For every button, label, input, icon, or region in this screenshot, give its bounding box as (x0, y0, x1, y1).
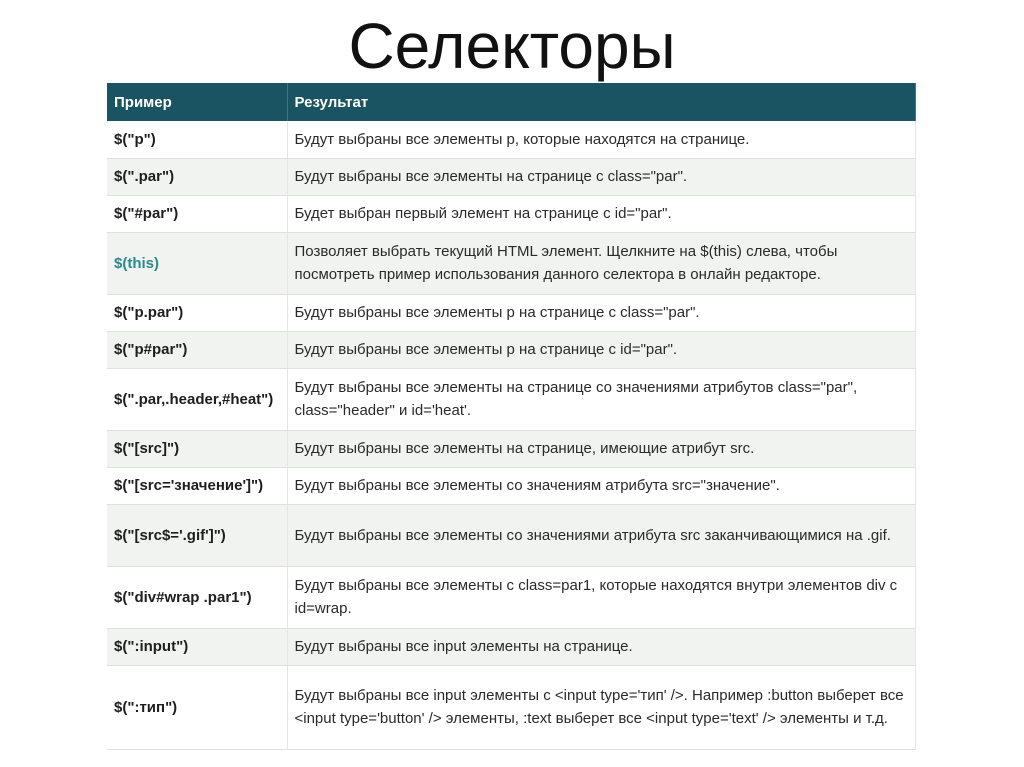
selector-result: Будут выбраны все input элементы на странице. (287, 628, 915, 665)
selector-example: $("#par") (107, 195, 287, 232)
table-row (107, 467, 915, 504)
selector-result: Позволяет выбрать текущий HTML элемент. Щелкните на $(this) слева, чтобы посмотреть пример использования данного селектора в онлайн редакторе. (287, 232, 915, 294)
selector-result: Будет выбран первый элемент на странице с id="par". (287, 195, 915, 232)
selector-result: Будут выбраны все элементы на странице со значениями атрибутов class="par", class="header" и id='heat'. (287, 368, 915, 430)
table-row (107, 294, 915, 331)
selector-result: Будут выбраны все элементы на странице с class="par". (287, 158, 915, 195)
table-row (107, 566, 915, 628)
table-header-row (107, 83, 915, 121)
selector-example: $("p#par") (107, 331, 287, 368)
selector-example: $(":input") (107, 628, 287, 665)
selector-example: $("p.par") (107, 294, 287, 331)
selectors-table (107, 83, 916, 750)
slide-title: Селекторы (348, 10, 676, 82)
table-row (107, 158, 915, 195)
selector-example: $("[src='значение']") (107, 467, 287, 504)
selector-result: Будут выбраны все элементы p на странице с class="par". (287, 294, 915, 331)
table-row (107, 430, 915, 467)
table-row (107, 331, 915, 368)
table-row (107, 665, 915, 749)
selector-example: $("div#wrap .par1") (107, 566, 287, 628)
table-row (107, 504, 915, 566)
column-header-example: Пример (107, 83, 287, 121)
table-row (107, 195, 915, 232)
selector-result: Будут выбраны все элементы на странице, имеющие атрибут src. (287, 430, 915, 467)
selector-example: $("[src$='.gif']") (107, 504, 287, 566)
table-row (107, 232, 915, 294)
selector-result: Будут выбраны все input элементы с <input type='тип' />. Например :button выберет все <input type='button' /> элементы, :text выберет все <input type='text' /> элементы и т.д. (287, 665, 915, 749)
table-row (107, 121, 915, 158)
selector-result: Будут выбраны все элементы p, которые находятся на странице. (287, 121, 915, 158)
selector-example: $(".par") (107, 158, 287, 195)
selector-example-link[interactable]: $(this) (107, 232, 287, 294)
selector-result: Будут выбраны все элементы p на странице с id="par". (287, 331, 915, 368)
selector-example: $(".par,.header,#heat") (107, 368, 287, 430)
selector-example: $("p") (107, 121, 287, 158)
selector-result: Будут выбраны все элементы со значениям атрибута src="значение". (287, 467, 915, 504)
column-header-result: Результат (287, 83, 915, 121)
selector-result: Будут выбраны все элементы со значениями атрибута src заканчивающимися на .gif. (287, 504, 915, 566)
selector-example: $("[src]") (107, 430, 287, 467)
table-row (107, 628, 915, 665)
table-row (107, 368, 915, 430)
selector-example: $(":тип") (107, 665, 287, 749)
selector-result: Будут выбраны все элементы с class=par1, которые находятся внутри элементов div с id=wrap. (287, 566, 915, 628)
